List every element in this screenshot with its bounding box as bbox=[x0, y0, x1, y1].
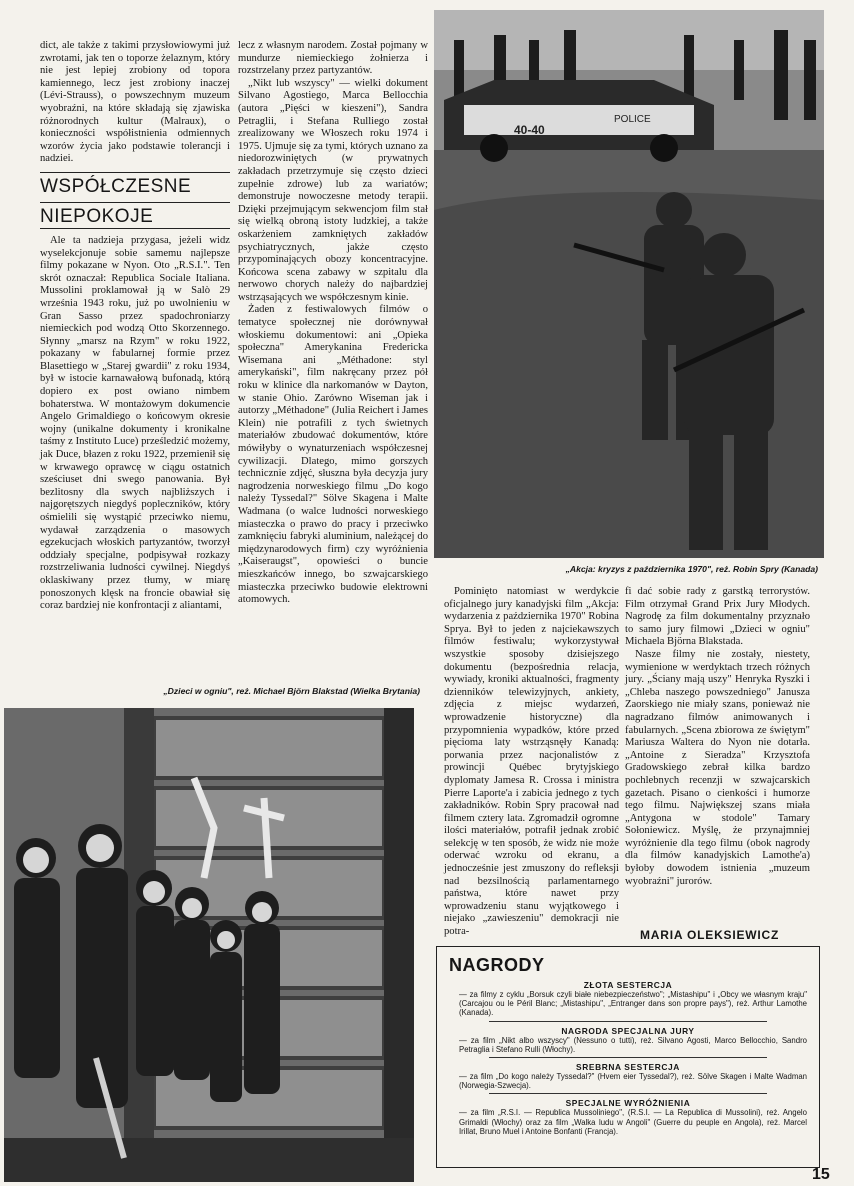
award-divider bbox=[489, 1057, 767, 1058]
award-category: NAGRODA SPECJALNA JURY bbox=[561, 1025, 695, 1036]
paragraph: „Nikt lub wszyscy" — wielki dokument Silvano Agostiego, Marca Bellocchia (autora „Pięści w kieszeni"), Sandra Petraglii, i Stefana Rulliego został zrealizowany we Włoszech roku 1974 i 1975. Ujmuje się za tymi, których uznano za niedorozwiniętych (w prywatnych zakładach przetrzymuje się często dzieci zupełnie zdrowe) lub za wariatów; demonstruje nowoczesne metody terapii. Dzięki przejmującym sekwencjom film stał się wielką obroną istoty ludzkiej, a także oskarżeniem zamkniętych zakładów psychiatrycznych, jakże często przypominających obozy koncentracyjne. Końcowa scena zabawy w szpitalu dla nerwowo chorych należy do najbardziej wstrząsających we współczesnym kinie. bbox=[238, 77, 428, 303]
paragraph: lecz z własnym narodem. Został pojmany w mundurze niemieckiego żołnierza i rozstrzelany przez partyzantów. bbox=[238, 40, 428, 77]
award-divider bbox=[489, 1093, 767, 1094]
police-car-sign: POLICE bbox=[614, 114, 651, 125]
paragraph: Ale ta nadzieja przygasa, jeżeli widz wyselekcjonuje sobie samemu najlepsze filmy pokazane w Nyon. Oto „R.S.I.". Ten skrót oznaczał: Republica Sociale Italiana. Mussolini proklamował ją w Salò 29 września 1943 roku, już po uwolnieniu w Gran Sasso przez spadochroniarzy niemieckich pod wodzą Otto Skorzennego. Słynny „marsz na Rzym" w roku 1922, pokazany w fabularnej formie przez Blasettiego w „Starej gwardii" z roku 1934, był w istocie karnawałową bufonadą, którą dopiero ex post owiano nimbem bohaterstwa. W montażowym dokumencie Angelo Grimaldiego o końcowym okresie wojny (unikalne dokumenty i kronikalne taśmy z Instituto Luce) prześledzić możemy, jak Duce, błazen z roku 1922, przemienił się w krwawego oprawcę w ciągu ostatnich sześciuset dni swego panowania. Był bezlitosny dla swych najbliższych i najgorętszych niegdyś popleczników, który ośmielili się wystąpić przeciwko niemu, wydawał zarządzenia o masowych egzekucjach włoskich partyzantów, tworzył oddziały specjalne, podpisywał rozkazy rozstrzeliwania ludności cywilnej. Niegdyś oklaskiwany przez tłumy, w miarę ponoszonych klęsk na froncie obawiał się coraz bardziej nie konfrontacji z aliantami, bbox=[40, 234, 230, 612]
article-column-3 bbox=[444, 586, 619, 939]
heading-rule bbox=[40, 228, 230, 229]
paragraph: Pominięto natomiast w werdykcie oficjalnego jury kanadyjski film „Akcja: wydarzenia z października 1970" Robina Sprya. Był to jeden z najciekawszych filmów festiwalu; wykorzystywał wszystkie sposoby dzisiejszego dokumentu (bezpośrednia relacja, wywiady, kroniki aktualności, fragmenty dzienników telewizyjnych, ankiety, zdjęcia z miejsc wydarzeń, wprowadzenie historyczne) dla przypomnienia wypadków, które przed pięcioma laty wstrząsnęły Kanadą: porwania przez nacjonalistów z prowincji Québec brytyjskiego dyplomaty Jamesa R. Crossa i ministra Pierre Laporte'a i zabicia jednego z tych zakładników. Robin Spry pracował nad filmem cztery lata. Zgromadził ogromne ilości materiałów, potrafił jednak zrobić selekcję w ten sposób, że widz nie może oderwać wzroku od ekranu, a jednocześnie jest zmuszony do refleksji nad bezsilnością parlamentarnego państwa, które nawet przy wprowadzeniu stanu wyjątkowego i niejako „zawieszeniu" demokracji nie potra- bbox=[444, 586, 619, 938]
photo-soldiers-police-car bbox=[434, 10, 824, 558]
paragraph: dict, ale także z takimi przysłowiowymi już zwrotami, jak ten o toporze żelaznym, który nie jest lepiej zrobiony od topora kamiennego, lecz jest zrobiony inaczej (Lévi-Strauss), o powszechnym muzeum wyobraźni, na które składają się zjawiska różnorodnych kultur (Malraux), o konieczności współistnienia odmiennych wzorów życia jako podstawie tolerancji i nadziei. bbox=[40, 40, 230, 165]
section-heading-line-2: NIEPOKOJE bbox=[40, 202, 230, 228]
awards-box bbox=[436, 946, 820, 1168]
photo-children-illustration bbox=[4, 708, 414, 1182]
page-number: 15 bbox=[812, 1166, 830, 1183]
award-description: — za film „Nikt albo wszyscy" (Nessuno o tutti), reż. Silvano Agosti, Marco Bellocchio, Sandro Petraglia i Stefano Rulli (Włochy). bbox=[459, 1035, 807, 1054]
photo-caption-soldiers: „Akcja: kryzys z października 1970", reż. Robin Spry (Kanada) bbox=[565, 564, 818, 574]
awards-title: NAGRODY bbox=[449, 955, 545, 975]
paragraph: fi dać sobie rady z garstką terrorystów. Film otrzymał Grand Prix Jury Młodych. Nagrodę za film dokumentalny przyznało to samo jury filmowi „Dzieci w ogniu" Michaela Björna Blakstada. bbox=[625, 586, 810, 648]
section-heading bbox=[40, 172, 230, 229]
photo-children-by-wall bbox=[4, 708, 414, 1182]
paragraph: Nasze filmy nie zostały, niestety, wymienione w werdyktach trzech różnych jury. „Ściany mają uszy" Henryka Ryszki i „Chleba naszego powszedniego" Janusza Zaorskiego nie miały szans, ponieważ nie nagradzano filmów animowanych i fabularnych. „Scena zbiorowa ze świętym" Mariusza Waltera do Nyon nie dotarła. „Antoine z Sieradza" Krzysztofa Gradowskiego zebrał kilka bardzo pochlebnych recenzji w szwajcarskich gazetach. Pisano o cienkości i humorze tego filmu. Największej szans miała „Antygona w stodole" Tamary Sołoniewicz. Myślę, że przynajmniej wyróżnienie dla tego filmu (obok nagrody dla filmów kanadyjskich Lamothe'a) byłoby dowodem istnienia „muzeum wyobraźni" jurorów. bbox=[625, 648, 810, 887]
photo-caption-children: „Dzieci w ogniu", reż. Michael Björn Blakstad (Wielka Brytania) bbox=[163, 686, 420, 696]
paragraph: Żaden z festiwalowych filmów o tematyce społecznej nie dorównywał włoskiemu dokumentowi: ani „Opieka społeczna" Amerykanina Fredericka Wisemana ani „Méthadone: styl amerykański", film nakręcany przez pół roku w klinice dla narkomanów w Dayton, w stanie Ohio. Zarówno Wiseman jak i autorzy „Méthadone" (Julia Reichert i James Klein) nie potrafili z tych świetnych materiałów zbudować dokumentów, które mówiłyby o wynaturzeniach współczesnej cywilizacji. Dlatego, mimo gorszych technicznie zdjęć, słuszna była decyzja jury nagrodzenia norweskiego filmu „Do kogo należy Tyssedal?" Sölve Skagena i Malte Wadmana (o walce ludności norweskiego miasteczka o prawo do pracy i przeciwko zamknięciu fabryki aluminium, należącej do międzynarodowych firm) czy wyróżnienia „Kaiseraugst", opowieści o buncie mieszkańców innego, bo szwajcarskiego miasteczka przeciwko budowie elektrowni atomowych. bbox=[238, 304, 428, 606]
award-description: — za film „R.S.I. — Republica Mussoliniego", (R.S.I. — La Republica di Mussolini), reż. Angelo Grimaldi (Włochy) oraz za film „Walka ludu w Angoli" (Guerre du peuple en Angola), reż. Marcel Irillat, Bruno Muel i Antoine Bonfanti (Francja). bbox=[459, 1108, 807, 1136]
award-category: ZŁOTA SESTERCJA bbox=[583, 980, 673, 990]
award-category: SREBRNA SESTERCJA bbox=[576, 1062, 680, 1073]
article-column-4 bbox=[625, 586, 810, 888]
section-heading-line-1: WSPÓŁCZESNE bbox=[40, 172, 230, 198]
article-column-2 bbox=[238, 40, 428, 607]
article-column-1 bbox=[40, 40, 230, 613]
award-description: — za filmy z cyklu „Borsuk czyli białe niebezpieczeństwo"; „Mistashipu" i „Obcy we własnym kraju" (Carcajou ou le Péril Blanc; „Mistashipu", „Entranger dans son propre pays"), reż. Arthur Lamothe (Kanada). bbox=[459, 990, 807, 1018]
photo-soldiers-illustration bbox=[434, 10, 824, 558]
award-category: SPECJALNE WYRÓŻNIENIA bbox=[565, 1098, 691, 1109]
author-signature: MARIA OLEKSIEWICZ bbox=[640, 928, 780, 942]
award-description: — za film „Do kogo należy Tyssedal?" (Hvem eier Tyssedal?), reż. Sölve Skagen i Malte Wadman (Norwegia-Szwecja). bbox=[459, 1072, 807, 1091]
award-divider bbox=[489, 1021, 767, 1022]
police-car-number: 40-40 bbox=[514, 123, 545, 137]
